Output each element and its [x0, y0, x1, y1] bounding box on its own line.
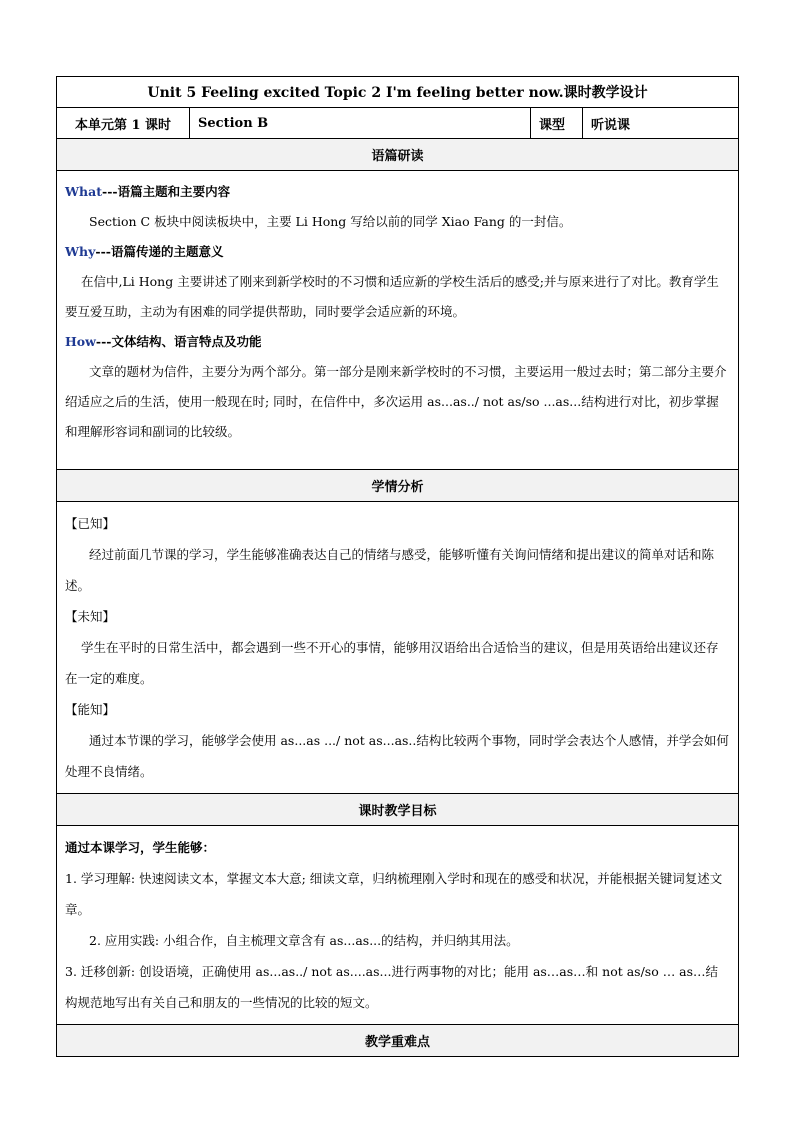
known-body: 经过前面几节课的学习，学生能够准确表达自己的情绪与感受，能够听懂有关询问情绪和提出建议的简单对话和陈述。	[65, 547, 715, 593]
why-body: 在信中,Li Hong 主要讲述了刚来到新学校时的不习惯和适应新的学校生活后的感受;并与原来进行了对比。教育学生要互爱互助，主动为有困难的同学提供帮助，同时要学会适应新的环境。	[65, 274, 719, 319]
how-body: 文章的题材为信件，主要分为两个部分。第一部分是刚来新学校时的不习惯，主要运用一般过去时；第二部分主要介绍适应之后的生活，使用一般现在时; 同时，在信件中，多次运用 as...as../ not as/so ...as...结构进行对比，初步掌握和理解形容词和副词的比较级。	[65, 364, 727, 439]
why-line	[65, 237, 730, 267]
text-study-content	[57, 171, 739, 470]
text-study-heading: 语篇研读	[57, 139, 739, 171]
known-label: 【已知】	[65, 516, 116, 531]
how-line	[65, 327, 730, 357]
analysis-heading: 学情分析	[57, 470, 739, 502]
what-label: What	[65, 184, 102, 199]
lesson-type-value: 听说课	[583, 108, 739, 139]
why-label: Why	[65, 244, 96, 259]
objective-item-3: 3. 迁移创新: 创设语境，正确使用 as...as../ not as....as...进行两事物的对比；能用 as…as…和 not as/so … as…结构规范地写出有关自己和朋友的一些情况的比较的短文。	[65, 964, 719, 1010]
what-line	[65, 177, 730, 207]
lesson-number: 本单元第 1 课时	[57, 108, 190, 139]
objectives-content	[57, 826, 739, 1025]
document-title: Unit 5 Feeling excited Topic 2 I'm feeling better now.课时教学设计	[57, 77, 739, 108]
section-name: Section B	[190, 108, 531, 139]
how-label: How	[65, 334, 96, 349]
objectives-intro: 通过本课学习，学生能够：	[65, 840, 216, 855]
unknown-body: 学生在平时的日常生活中，都会遇到一些不开心的事情，能够用汉语给出合适恰当的建议，但是用英语给出建议还存在一定的难度。	[65, 640, 719, 686]
what-title: ---语篇主题和主要内容	[102, 184, 231, 199]
key-points-heading: 教学重难点	[57, 1025, 739, 1057]
objectives-heading: 课时教学目标	[57, 794, 739, 826]
objective-item-2: 2. 应用实践: 小组合作，自主梳理文章含有 as...as...的结构，并归纳其用法。	[89, 933, 519, 948]
able-body: 通过本节课的学习，能够学会使用 as...as .../ not as...as..结构比较两个事物，同时学会表达个人感情，并学会如何处理不良情绪。	[65, 733, 729, 779]
unknown-label: 【未知】	[65, 609, 116, 624]
lesson-plan-sheet	[56, 76, 738, 1057]
why-title: ---语篇传递的主题意义	[95, 244, 224, 259]
what-body: Section C 板块中阅读板块中，主要 Li Hong 写给以前的同学 Xiao Fang 的一封信。	[89, 214, 572, 229]
able-label: 【能知】	[65, 702, 116, 717]
analysis-content	[57, 502, 739, 794]
lesson-plan-table	[56, 76, 739, 1057]
how-title: ---文体结构、语言特点及功能	[95, 334, 262, 349]
lesson-type-label: 课型	[531, 108, 583, 139]
objective-item-1: 1. 学习理解: 快速阅读文本，掌握文本大意; 细读文章，归纳梳理刚入学时和现在的感受和状况，并能根据关键词复述文章。	[65, 871, 723, 917]
